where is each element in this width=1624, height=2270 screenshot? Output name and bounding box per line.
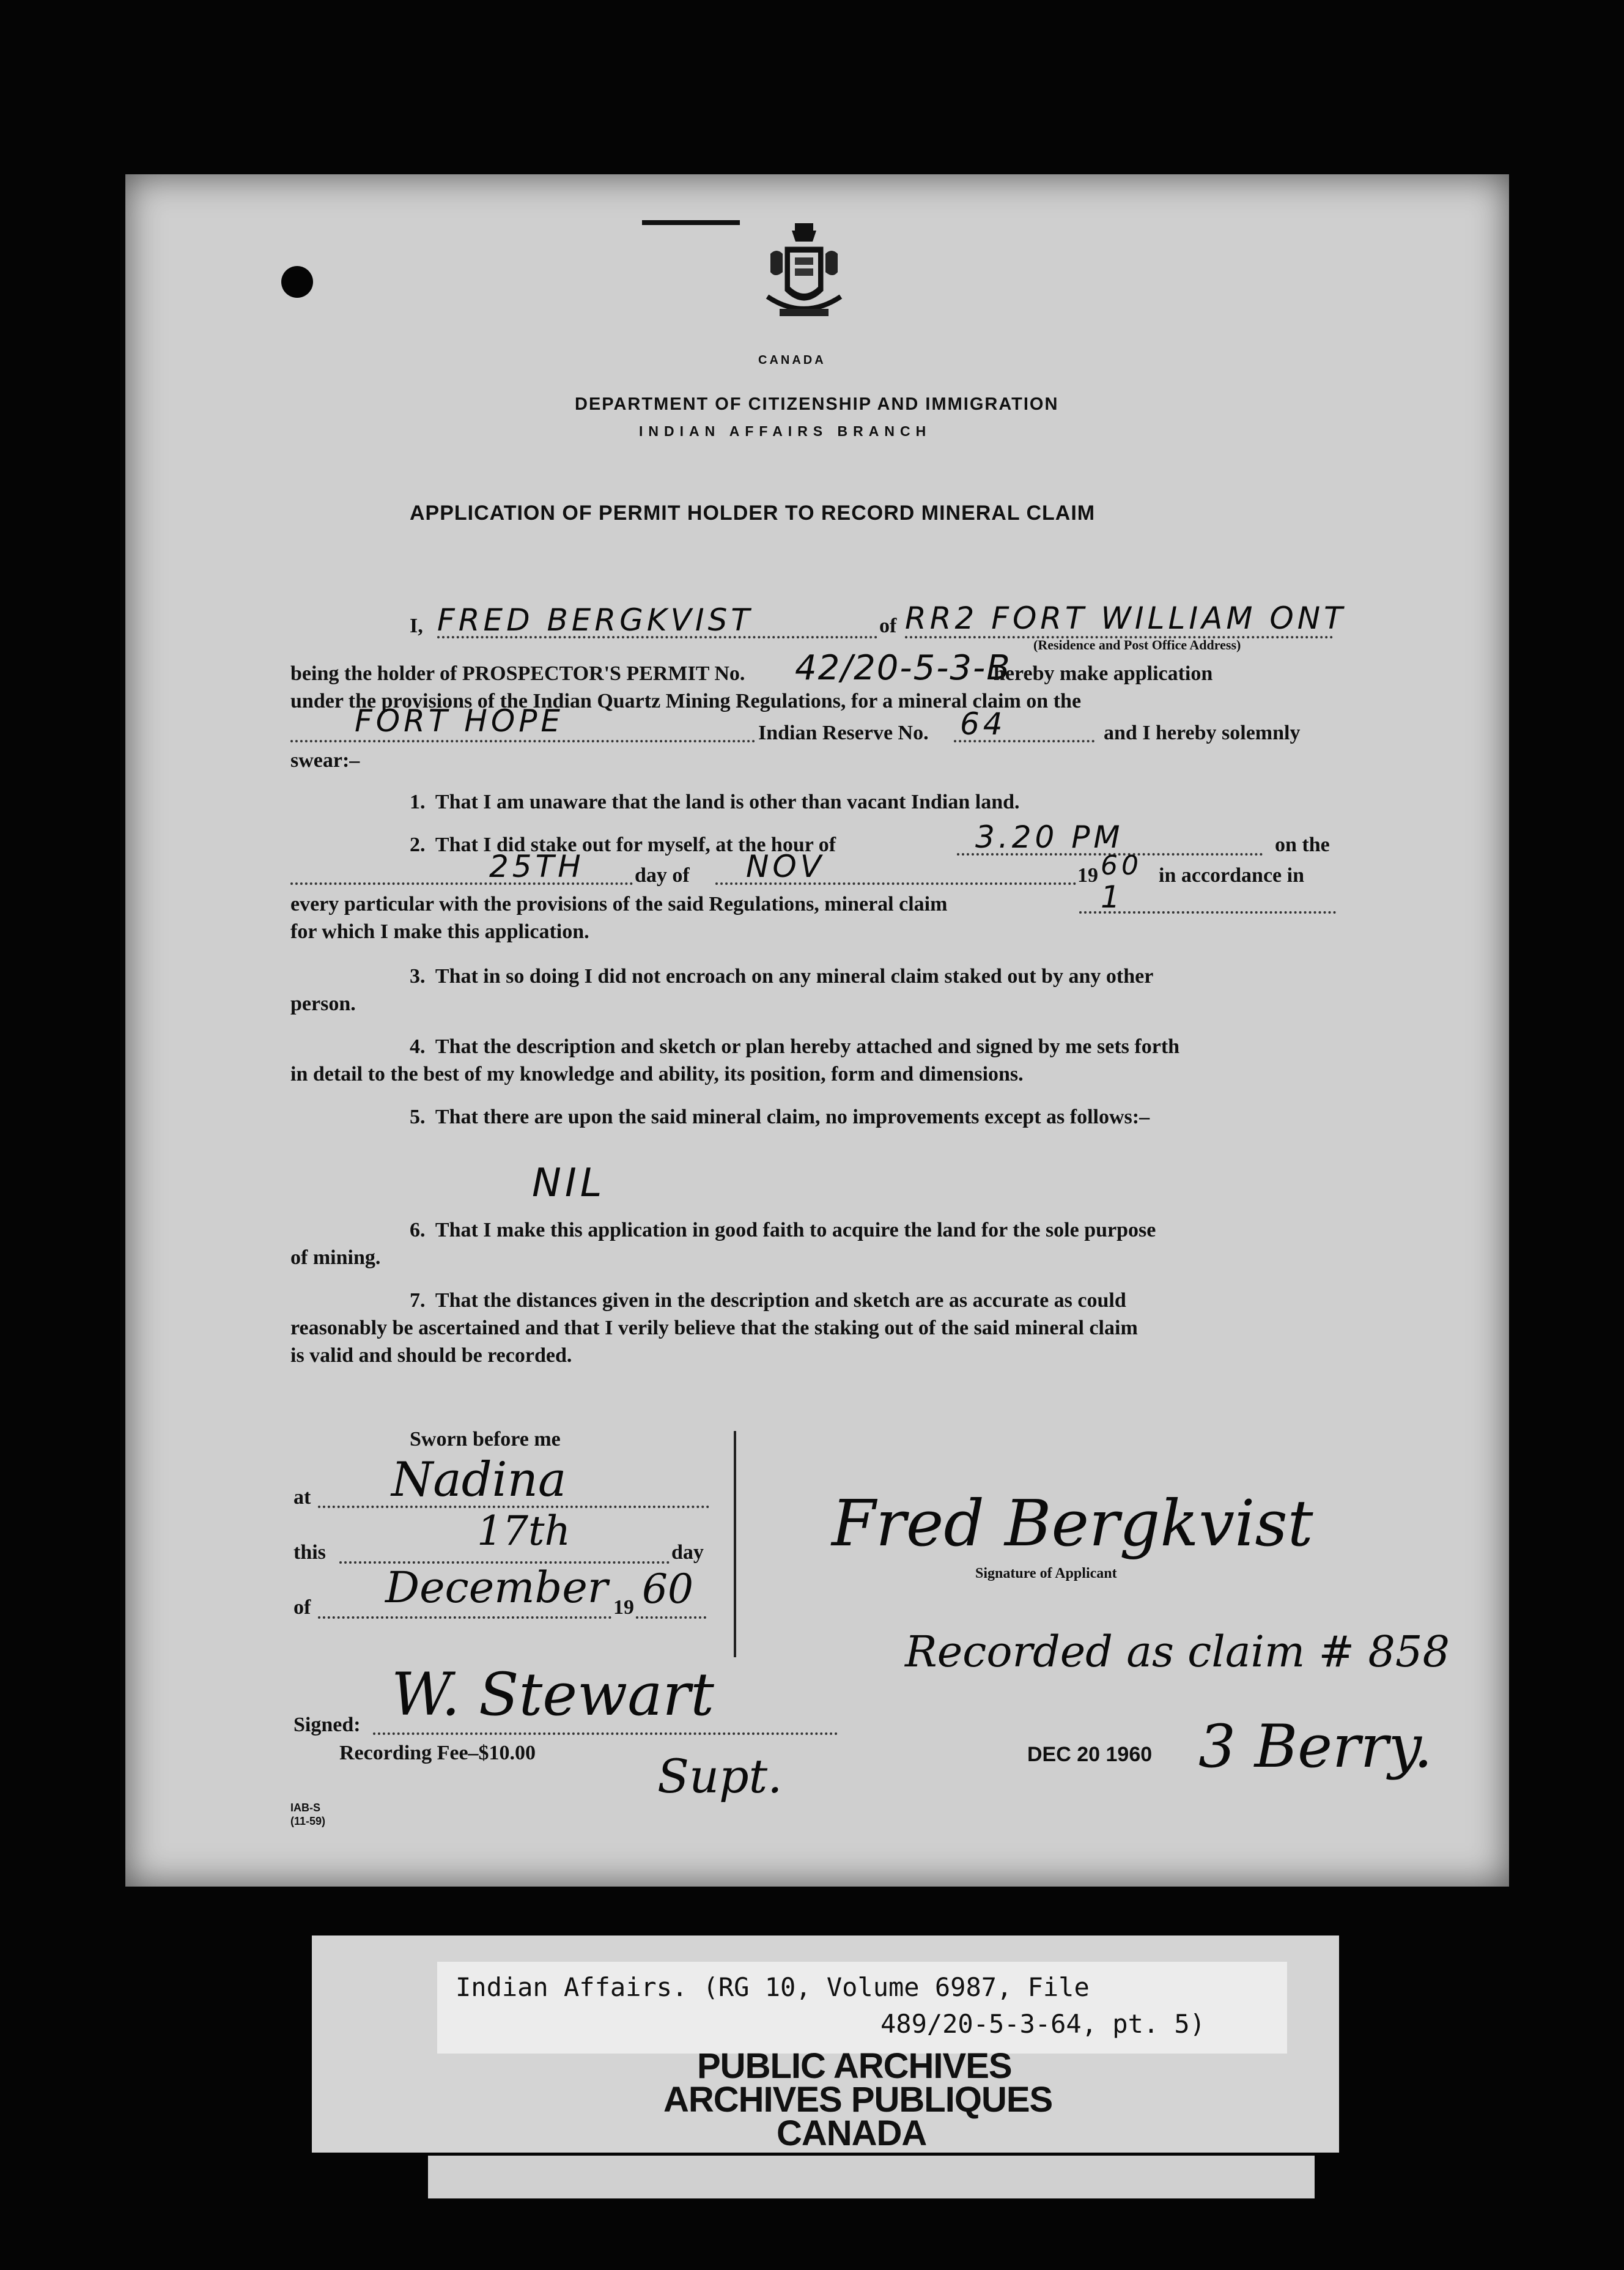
clause-3-end: person. xyxy=(290,993,356,1015)
of-label: of xyxy=(879,615,897,637)
year-prefix: 19 xyxy=(1077,864,1098,887)
clause-2-start: 2. That I did stake out for myself, at the hour of xyxy=(410,834,836,856)
reserve-name-line xyxy=(290,740,755,742)
permit-prefix: being the holder of PROSPECTOR'S PERMIT No. xyxy=(290,662,745,685)
archive-lower-strip xyxy=(428,2156,1315,2198)
recorded-note: Recorded as claim # 858 xyxy=(905,1627,1450,1677)
signed-line xyxy=(373,1732,838,1735)
sworn-brace xyxy=(734,1431,748,1657)
applicant-signature: Fred Bergkvist xyxy=(832,1486,1313,1561)
swear-suffix: and I hereby solemnly xyxy=(1104,722,1301,744)
of-line xyxy=(318,1616,611,1619)
supt-title: Supt. xyxy=(657,1749,783,1803)
country-label: CANADA xyxy=(758,353,826,367)
recording-fee: Recording Fee–$10.00 xyxy=(339,1742,536,1764)
clause-7-end: is valid and should be recorded. xyxy=(290,1344,572,1367)
clause-3: 3. That in so doing I did not encroach on any mineral claim staked out by any other xyxy=(410,965,1154,988)
sworn-year-value: 60 xyxy=(642,1566,693,1613)
month-line xyxy=(715,882,1076,885)
address-caption: (Residence and Post Office Address) xyxy=(1033,637,1241,653)
i-label: I, xyxy=(410,615,423,637)
clause-6: 6. That I make this application in good faith to acquire the land for the sole purpose xyxy=(410,1219,1156,1241)
clause-1: 1. That I am unaware that the land is other than vacant Indian land. xyxy=(410,791,1020,813)
address-value: RR2 FORT WILLIAM ONT xyxy=(905,601,1346,636)
clause-5: 5. That there are upon the said mineral claim, no improvements except as follows:– xyxy=(410,1106,1150,1128)
day-line xyxy=(290,882,633,885)
clause-2-middle: every particular with the provisions of the said Regulations, mineral claim xyxy=(290,893,948,915)
day-label: day xyxy=(671,1541,704,1564)
clause-4: 4. That the description and sketch or plan hereby attached and signed by me sets forth xyxy=(410,1035,1180,1058)
applicant-name: FRED BERGKVIST xyxy=(437,602,753,638)
swear-label: swear:– xyxy=(290,749,360,772)
sworn-day-value: 17th xyxy=(477,1507,571,1555)
form-title: APPLICATION OF PERMIT HOLDER TO RECORD MINERAL CLAIM xyxy=(410,501,1096,525)
of-month-label: of xyxy=(293,1596,311,1619)
claim-number: 1 xyxy=(1101,879,1124,915)
signature-caption: Signature of Applicant xyxy=(975,1566,1117,1581)
signed-label: Signed: xyxy=(293,1714,361,1736)
commissioner-signature: W. Stewart xyxy=(391,1660,714,1729)
date-stamp: DEC 20 1960 xyxy=(1027,1743,1153,1766)
top-dash-mark xyxy=(642,220,740,225)
claim-line xyxy=(1079,911,1336,914)
stake-year: 60 xyxy=(1101,850,1142,881)
sworn-at-value: Nadina xyxy=(391,1452,567,1507)
permit-suffix: hereby make application xyxy=(994,662,1213,685)
clause-7-middle: reasonably be ascertained and that I verily believe that the staking out of the said mineral claim xyxy=(290,1317,1138,1339)
permit-number: 42/20-5-3-B xyxy=(795,648,1011,688)
sworn-year-prefix: 19 xyxy=(613,1596,634,1619)
reserve-label: Indian Reserve No. xyxy=(758,722,929,744)
improvements-value: NIL xyxy=(532,1161,606,1206)
stake-day: 25TH xyxy=(489,849,585,884)
regulations-line: under the provisions of the Indian Quartz Mining Regulations, for a mineral claim on the xyxy=(290,690,1082,712)
year-line xyxy=(636,1616,706,1619)
clause-6-end: of mining. xyxy=(290,1246,381,1269)
public-archives-line-1: PUBLIC ARCHIVES xyxy=(697,2046,1012,2086)
archive-reference-line-1: Indian Affairs. (RG 10, Volume 6987, File xyxy=(456,1972,1090,2002)
reserve-number: 64 xyxy=(960,706,1006,742)
on-the-label: on the xyxy=(1275,834,1330,856)
reserve-name: FORT HOPE xyxy=(355,703,564,739)
sworn-title: Sworn before me xyxy=(410,1428,561,1451)
public-archives-line-3: CANADA xyxy=(777,2113,927,2153)
reserve-number-line xyxy=(954,740,1094,742)
day-of-label: day of xyxy=(635,864,690,887)
this-label: this xyxy=(293,1541,326,1564)
clause-2-end: for which I make this application. xyxy=(290,920,589,943)
branch-heading: INDIAN AFFAIRS BRANCH xyxy=(639,423,932,439)
stake-month: NOV xyxy=(746,849,825,884)
accordance-label: in accordance in xyxy=(1159,864,1304,887)
sworn-month-value: December xyxy=(385,1562,608,1613)
recorder-initials: 3 Berry. xyxy=(1198,1712,1433,1781)
form-number: IAB-S (11-59) xyxy=(290,1802,326,1827)
clause-4-end: in detail to the best of my knowledge and ability, its position, form and dimensions. xyxy=(290,1063,1024,1085)
clause-7: 7. That the distances given in the description and sketch are as accurate as could xyxy=(410,1289,1126,1312)
archive-reference-line-2: 489/20-5-3-64, pt. 5) xyxy=(880,2009,1206,2039)
coat-of-arms-icon xyxy=(758,217,850,346)
name-line xyxy=(437,636,877,638)
public-archives-line-2: ARCHIVES PUBLIQUES xyxy=(663,2080,1053,2120)
stake-hour: 3.20 PM xyxy=(975,819,1124,855)
punch-hole xyxy=(281,266,313,298)
at-label: at xyxy=(293,1486,311,1509)
department-heading: DEPARTMENT OF CITIZENSHIP AND IMMIGRATION xyxy=(575,394,1059,414)
